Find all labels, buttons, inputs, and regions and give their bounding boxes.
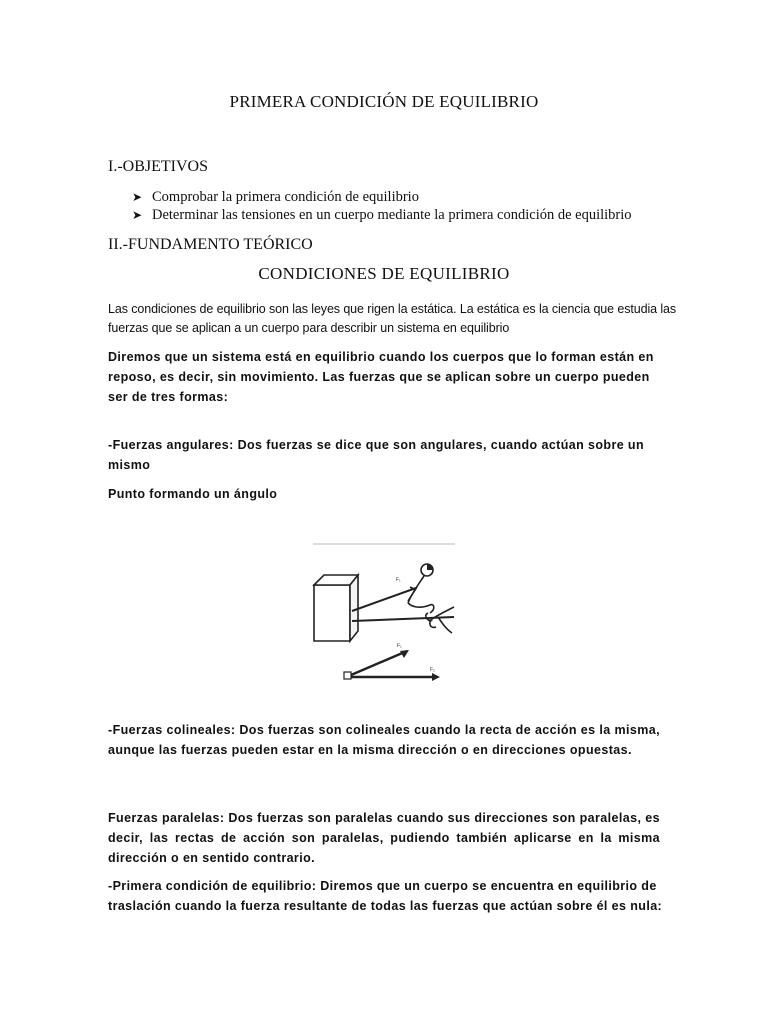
origin-point	[344, 672, 351, 679]
angular-forces-paragraph: -Fuerzas angulares: Dos fuerzas se dice que son angulares, cuando actúan sobre un mismo	[108, 438, 645, 472]
angular-forces-point-line: Punto formando un ángulo	[108, 487, 278, 501]
objective-text: Determinar las tensiones en un cuerpo mediante la primera condición de equilibrio	[152, 207, 632, 223]
arrowhead-bullet-icon: ➤	[132, 208, 143, 222]
section-theory-heading: II.-FUNDAMENTO TEÓRICO	[108, 236, 313, 253]
objective-text: Comprobar la primera condición de equilibrio	[152, 189, 419, 205]
upper-person-figure	[408, 564, 434, 613]
colinear-forces-paragraph: -Fuerzas colineales: Dos fuerzas son colineales cuando la recta de acción es la misma, aunque las fuerzas pueden estar en la misma dirección o en direcciones opuestas.	[108, 723, 660, 757]
section-objectives-heading: I.-OBJETIVOS	[108, 158, 208, 175]
force-vector-diagram	[344, 643, 440, 681]
list-item	[132, 206, 632, 224]
vector-label-f1: F₁	[397, 643, 402, 649]
block-figure	[314, 575, 358, 641]
equilibrium-paragraph: Diremos que un sistema está en equilibrio cuando los cuerpos que lo forman están en reposo, es decir, sin movimiento. Las fuerzas que se aplican sobre un cuerpo pueden ser de tres formas:	[108, 350, 654, 404]
vector-f1	[351, 651, 407, 675]
angular-forces-illustration	[312, 543, 456, 683]
objectives-list	[132, 188, 632, 224]
figure-label-f2: F₂	[428, 617, 433, 623]
subsection-heading: CONDICIONES DE EQUILIBRIO	[258, 264, 510, 283]
document-title: PRIMERA CONDICIÓN DE EQUILIBRIO	[229, 92, 539, 111]
arrowhead-bullet-icon: ➤	[132, 190, 143, 204]
intro-paragraph: Las condiciones de equilibrio son las leyes que rigen la estática. La estática es la ciencia que estudia las fuerzas que se aplican a un cuerpo para describir un sistema en equilibrio	[108, 302, 677, 335]
parallel-forces-paragraph: Fuerzas paralelas: Dos fuerzas son paralelas cuando sus direcciones son paralelas, es decir, las rectas de acción son paralelas, pudiendo también aplicarse en la misma dirección o en sentido contrario.	[108, 811, 660, 865]
upper-rope	[352, 588, 416, 611]
list-item	[132, 188, 632, 206]
figure-label-f1: F₁	[396, 577, 401, 583]
first-condition-paragraph: -Primera condición de equilibrio: Diremos que un cuerpo se encuentra en equilibrio de traslación cuando la fuerza resultante de todas las fuerzas que actúan sobre él es nula:	[108, 879, 663, 913]
vector-f2-arrowhead	[432, 673, 440, 681]
vector-label-f2: F₂	[430, 667, 435, 673]
